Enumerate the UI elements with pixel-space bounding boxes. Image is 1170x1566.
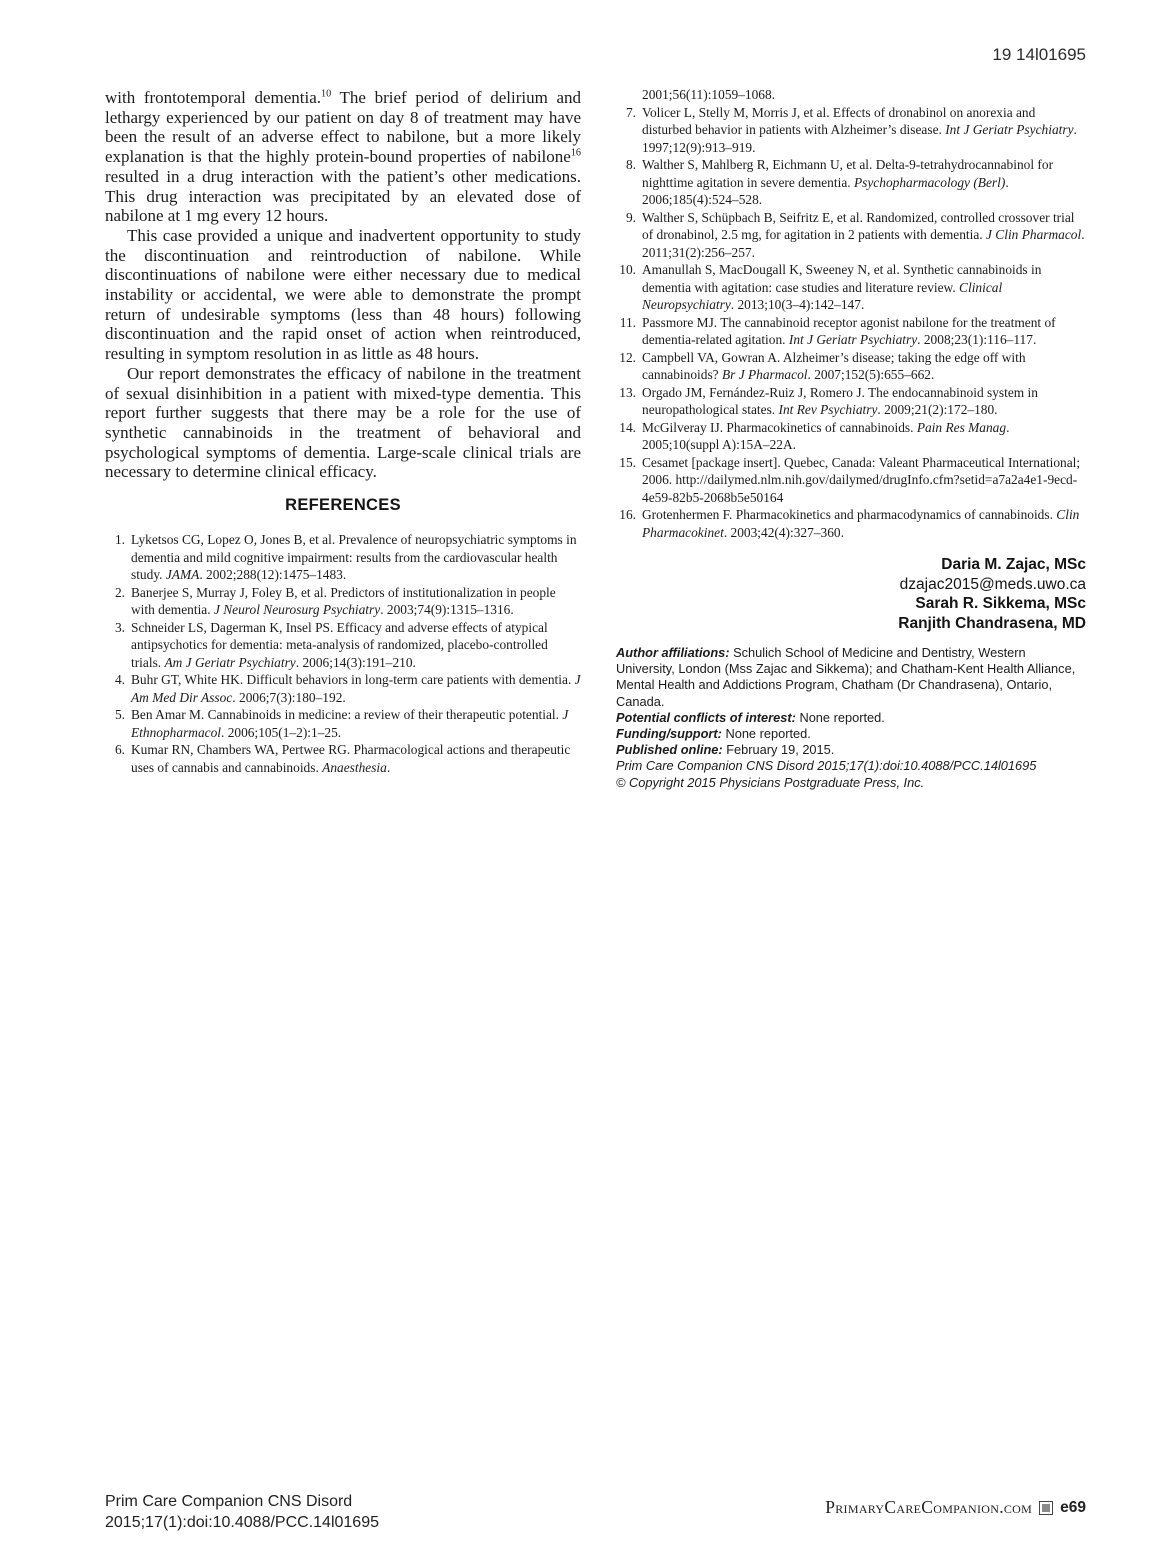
references-heading: REFERENCES [285, 496, 401, 515]
journal-title-italic: JAMA [165, 567, 200, 583]
text-segment: Amanullah S, MacDougall K, Sweeney N, et al. Synthetic cannabinoids in dementia with agitation: case studies and literature review. [642, 262, 1042, 295]
text-segment: Our report demonstrates the efficacy of nabilone in the treatment of sexual disinhibition in a patient with mixed-type dementia. This report further suggests that there may be a role for the use of synthetic cannabinoids in the treatment of behavioral and psychological symptoms of dementia. Large-scale clinical trials are necessary to determine clinical efficacy. [105, 363, 581, 482]
reference-text [131, 619, 581, 672]
affiliation-italic-line: Prim Care Companion CNS Disord 2015;17(1):doi:10.4088/PCC.14l01695 [616, 758, 1037, 774]
reference-number: 14. [619, 419, 636, 435]
text-segment: This case provided a unique and inadvertent opportunity to study the discontinuation and reintroduction of nabilone. While discontinuations of nabilone were either necessary due to medical instability or accidental, we were able to demonstrate the prompt return of undesirable symptoms (less than 48 hours) following discontinuation and the rapid onset of action when reintroduced, resulting in symptom resolution in as little as 48 hours. [105, 225, 581, 364]
affiliation-label: Published online: [616, 742, 723, 758]
reference-text [642, 506, 1086, 541]
references-list-7-16 [616, 104, 1086, 542]
text-segment: The brief period of delirium and lethargy experienced by our patient on day 8 of treatment may have been the result of an adverse effect to nabilone, but a more likely explanation is that the highly protein-bound properties of nabilone [105, 88, 581, 167]
reference-text [131, 584, 581, 619]
text-segment: . 2006;185(4):524–528. [642, 174, 1009, 207]
reference-item [616, 349, 1086, 384]
text-segment: Campbell VA, Gowran A. Alzheimer’s disease; taking the edge off with cannabinoids? [642, 349, 1026, 382]
right-column [616, 86, 1086, 791]
text-segment: . 2007;152(5):655–662. [807, 367, 935, 382]
text-segment: Walther S, Mahlberg R, Eichmann U, et al. Delta-9-tetrahydrocannabinol for nighttime agitation in severe dementia. [642, 157, 1054, 190]
affiliation-line [616, 742, 1086, 758]
paragraph [105, 88, 581, 226]
reference-number: 4. [114, 672, 125, 688]
paragraph [105, 226, 581, 364]
reference-text [131, 671, 581, 706]
journal-title-italic: Br J Pharmacol [721, 367, 808, 382]
text-segment: Walther S, Schüpbach B, Seifritz E, et al. Randomized, controlled crossover trial of dronabinol, 2.5 mg, for agitation in 2 patients with dementia. [642, 209, 1075, 242]
authors-block [616, 555, 1086, 633]
reference-item [616, 454, 1086, 507]
reference-item [105, 619, 581, 672]
reference-number: 6. [114, 742, 125, 758]
footer-journal-name: Prim Care Companion CNS Disord [105, 1493, 353, 1510]
affiliation-line [616, 710, 1086, 726]
affiliation-line [616, 645, 1086, 710]
references-list-1-6 [105, 531, 581, 776]
text-segment: Grotenhermen F. Pharmacokinetics and pharmacodynamics of cannabinoids. [642, 507, 1057, 522]
reference-text [642, 156, 1086, 209]
text-segment: resulted in a drug interaction with the patient’s other medications. This drug interaction was precipitated by an elevated dose of nabilone at 1 mg every 12 hours. [105, 166, 581, 226]
paragraph [105, 364, 581, 482]
footer-journal-info [105, 1492, 379, 1533]
journal-title-italic: Pain Res Manag [916, 419, 1007, 435]
reference-number: 5. [114, 707, 125, 723]
journal-title-italic: Anaesthesia [322, 759, 387, 775]
author-name: Daria M. Zajac, MSc [941, 556, 1086, 573]
affiliation-italic-line: © Copyright 2015 Physicians Postgraduate Press, Inc. [616, 774, 925, 790]
reference-item [616, 314, 1086, 349]
journal-title-italic: Clin Pharmacokinet [642, 507, 1080, 540]
text-segment: . 1997;12(9):913–919. [642, 122, 1077, 155]
reference-item [616, 419, 1086, 454]
affiliation-label: Potential conflicts of interest: [616, 709, 796, 725]
author-email: dzajac2015@meds.uwo.ca [899, 575, 1086, 593]
reference-number: 11. [619, 314, 636, 330]
journal-title-italic: Int J Geriatr Psychiatry [788, 332, 918, 347]
reference-item [105, 671, 581, 706]
reference-item [616, 156, 1086, 209]
reference-item [105, 531, 581, 584]
article-id-header: 19 14l01695 [992, 45, 1086, 64]
affiliation-text: Schulich School of Medicine and Dentistry, Western University, London (Mss Zajac and Sikkema); and Chatham-Kent Health Alliance, Mental Health and Addictions Program, Chatham (Dr Chandrasena), Ontario, Canada. [616, 645, 1076, 709]
reference-item [616, 506, 1086, 541]
text-segment: . 2003;42(4):327–360. [723, 524, 844, 540]
reference-6-continuation: 2001;56(11):1059–1068. [642, 87, 776, 102]
reference-number: 9. [625, 209, 636, 225]
footer-site-info [825, 1497, 1086, 1518]
text-segment: Schneider LS, Dagerman K, Insel PS. Efficacy and adverse effects of atypical antipsychotics for dementia: meta-analysis of randomized, placebo-controlled trials. [131, 619, 548, 670]
text-segment: McGilveray IJ. Pharmacokinetics of cannabinoids. [642, 419, 917, 435]
page-marker-icon [1039, 1501, 1053, 1515]
text-segment: . 2011;31(2):256–257. [642, 227, 1085, 260]
text-segment: . 2006;7(3):180–192. [232, 689, 346, 705]
reference-item [105, 584, 581, 619]
affiliation-text: None reported. [721, 726, 811, 742]
reference-number: 1. [114, 532, 125, 548]
superscript-citation: 10 [321, 88, 332, 100]
text-segment: Ben Amar M. Cannabinoids in medicine: a review of their therapeutic potential. [131, 707, 563, 723]
page-marker-icon-fill [1042, 1504, 1050, 1512]
reference-text [642, 104, 1086, 157]
text-segment: . 2006;105(1–2):1–25. [221, 724, 342, 740]
text-segment: . 2003;74(9):1315–1316. [380, 602, 514, 618]
text-segment: . 2008;23(1):116–117. [917, 332, 1037, 347]
journal-title-italic: J Am Med Dir Assoc [131, 672, 581, 705]
reference-text [642, 349, 1086, 384]
journal-title-italic: Int J Geriatr Psychiatry [945, 122, 1074, 137]
reference-text [131, 706, 581, 741]
journal-title-italic: J Clin Pharmacol [986, 227, 1082, 242]
text-segment: with frontotemporal dementia. [105, 88, 322, 107]
affiliation-text: None reported. [795, 709, 885, 725]
reference-item [616, 209, 1086, 262]
text-segment: Passmore MJ. The cannabinoid receptor agonist nabilone for the treatment of dementia-related agitation. [642, 314, 1056, 347]
text-segment: Lyketsos CG, Lopez O, Jones B, et al. Prevalence of neuropsychiatric symptoms in dementia and mild cognitive impairment: results from the cardiovascular health study. [131, 532, 577, 583]
reference-number: 3. [114, 619, 125, 635]
text-segment: . 2002;288(12):1475–1483. [199, 567, 347, 583]
reference-number: 2. [114, 584, 125, 600]
text-segment: . 2009;21(2):172–180. [877, 402, 998, 417]
reference-text [642, 261, 1086, 314]
reference-text [642, 454, 1086, 507]
journal-title-italic: Am J Geriatr Psychiatry [164, 654, 296, 670]
text-segment: . 2013;10(3–4):142–147. [730, 297, 865, 312]
body-paragraphs [105, 88, 581, 482]
text-segment: . [386, 759, 391, 775]
reference-number: 15. [619, 454, 636, 470]
reference-number: 8. [625, 157, 636, 172]
reference-text [642, 209, 1086, 262]
affiliation-text: February 19, 2015. [722, 742, 835, 758]
reference-number: 16. [619, 507, 636, 522]
reference-text [131, 741, 581, 776]
author-name: Sarah R. Sikkema, MSc [915, 595, 1086, 612]
journal-title-italic: Int Rev Psychiatry [778, 402, 878, 417]
text-segment: Volicer L, Stelly M, Morris J, et al. Effects of dronabinol on anorexia and disturbed behavior in patients with Alzheimer’s disease. [642, 104, 1036, 137]
text-segment: . 2006;14(3):191–210. [295, 654, 416, 670]
reference-text [131, 531, 581, 584]
author-name: Ranjith Chandrasena, MD [898, 614, 1086, 632]
reference-item [616, 384, 1086, 419]
reference-item [616, 261, 1086, 314]
superscript-citation: 16 [570, 147, 581, 159]
text-segment: Cesamet [package insert]. Quebec, Canada: Valeant Pharmaceutical International; 2006. http://dailymed.nlm.nih.gov/dailymed/drugInfo.cfm?setid=a7a2a4e1-9ecd-4e59-82b5-2068b5e50164 [642, 454, 1081, 505]
text-segment: Buhr GT, White HK. Difficult behaviors in long-term care patients with dementia. [131, 672, 575, 688]
reference-item [105, 741, 581, 776]
affiliations-block [616, 645, 1086, 791]
footer-website: PrimaryCareCompanion.com [825, 1497, 1033, 1517]
text-segment: . 2005;10(suppl A):15A–22A. [642, 419, 1010, 452]
reference-number: 12. [619, 349, 636, 365]
reference-text [642, 384, 1086, 419]
journal-title-italic: Clinical Neuropsychiatry [642, 279, 1003, 312]
footer-page-number: e69 [1060, 1498, 1086, 1516]
journal-title-italic: J Neurol Neurosurg Psychiatry [213, 602, 381, 618]
reference-number: 10. [619, 262, 636, 277]
reference-item [105, 706, 581, 741]
affiliation-label: Funding/support: [616, 726, 722, 742]
reference-text [642, 314, 1086, 349]
journal-title-italic: Psychopharmacology (Berl) [853, 174, 1006, 190]
affiliation-line [616, 758, 1086, 774]
affiliation-line [616, 726, 1086, 742]
footer-doi: 2015;17(1):doi:10.4088/PCC.14l01695 [105, 1513, 379, 1531]
text-segment: Kumar RN, Chambers WA, Pertwee RG. Pharmacological actions and therapeutic uses of cannabis and cannabinoids. [131, 742, 571, 775]
affiliation-line [616, 775, 1086, 791]
affiliation-label: Author affiliations: [616, 645, 730, 660]
journal-title-italic: J Ethnopharmacol [131, 707, 569, 740]
reference-number: 13. [619, 384, 636, 400]
reference-number: 7. [625, 104, 636, 120]
left-column [105, 88, 581, 776]
text-segment: Banerjee S, Murray J, Foley B, et al. Predictors of institutionalization in people with dementia. [131, 584, 556, 618]
text-segment: Orgado JM, Fernández-Ruiz J, Romero J. The endocannabinoid system in neuropathological states. [642, 384, 1038, 417]
reference-item [616, 104, 1086, 157]
reference-text [642, 419, 1086, 454]
